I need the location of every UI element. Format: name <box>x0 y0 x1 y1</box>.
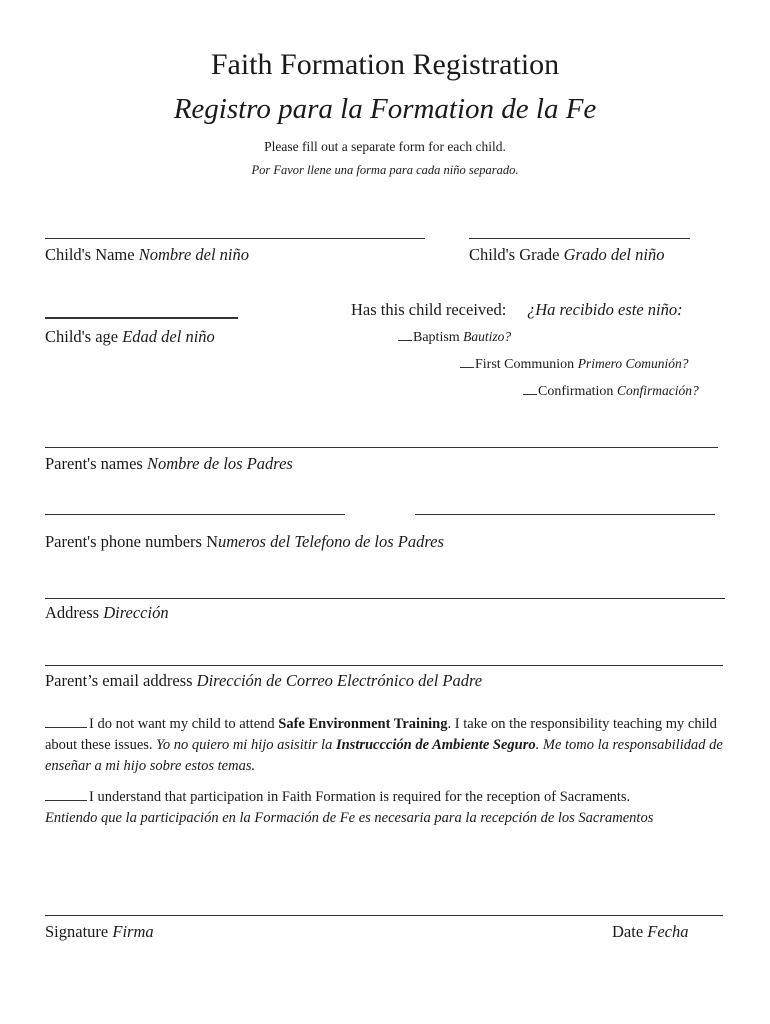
acknowledgement-initials[interactable] <box>45 788 87 801</box>
child-age-field[interactable] <box>45 317 238 319</box>
signature-field[interactable] <box>45 915 723 916</box>
parent-phones-label: Parent's phone numbers Numeros del Telefono de los Padres <box>45 532 444 551</box>
parent-names-field[interactable] <box>45 447 718 448</box>
child-name-field[interactable] <box>45 238 425 239</box>
date-label: Date Fecha <box>612 922 689 941</box>
email-field[interactable] <box>45 665 723 666</box>
parent-names-label: Parent's names Nombre de los Padres <box>45 454 293 473</box>
parent-phone-field-2[interactable] <box>415 514 715 515</box>
instruction-text: Please fill out a separate form for each child. <box>264 139 506 154</box>
instruction-text-spanish: Por Favor llene una forma para cada niño separado. <box>251 163 519 177</box>
address-label: Address Dirección <box>45 603 169 622</box>
page-title-spanish: Registro para la Formation de la Fe <box>173 93 597 125</box>
child-grade-field[interactable] <box>469 238 690 239</box>
parent-phone-field-1[interactable] <box>45 514 345 515</box>
page-title: Faith Formation Registration <box>210 48 560 81</box>
confirmation-checkbox[interactable]: Confirmation Confirmación? <box>523 383 699 400</box>
child-name-label: Child's Name Nombre del niño <box>45 245 250 264</box>
safe-environment-initials[interactable] <box>45 715 87 728</box>
child-grade-label: Child's Grade Grado del niño <box>469 245 665 264</box>
child-age-label: Child's age Edad del niño <box>45 327 215 346</box>
first-communion-checkbox[interactable]: First Communion Primero Comunión? <box>460 356 689 373</box>
baptism-checkbox[interactable]: Baptism Bautizo? <box>398 329 511 346</box>
sacraments-acknowledgement: I understand that participation in Faith Formation is required for the reception of Sacraments. Entiendo que la participación en la Formación de Fe es necesaria para la recepción de los Sacramentos <box>45 789 654 826</box>
safe-environment-optout: I do not want my child to attend Safe Environment Training. I take on the responsibility teaching my child about these issues. Yo no quiero mi hijo asisitir la Instruccción de Ambiente Seguro. Me tomo la responsabilidad de enseñar a mi hijo sobre estos temas. <box>45 716 723 774</box>
signature-label: Signature Firma <box>45 922 154 941</box>
sacraments-question: Has this child received: ¿Ha recibido este niño: <box>351 300 683 319</box>
email-label: Parent’s email address Dirección de Correo Electrónico del Padre <box>45 671 483 690</box>
address-field[interactable] <box>45 598 725 599</box>
